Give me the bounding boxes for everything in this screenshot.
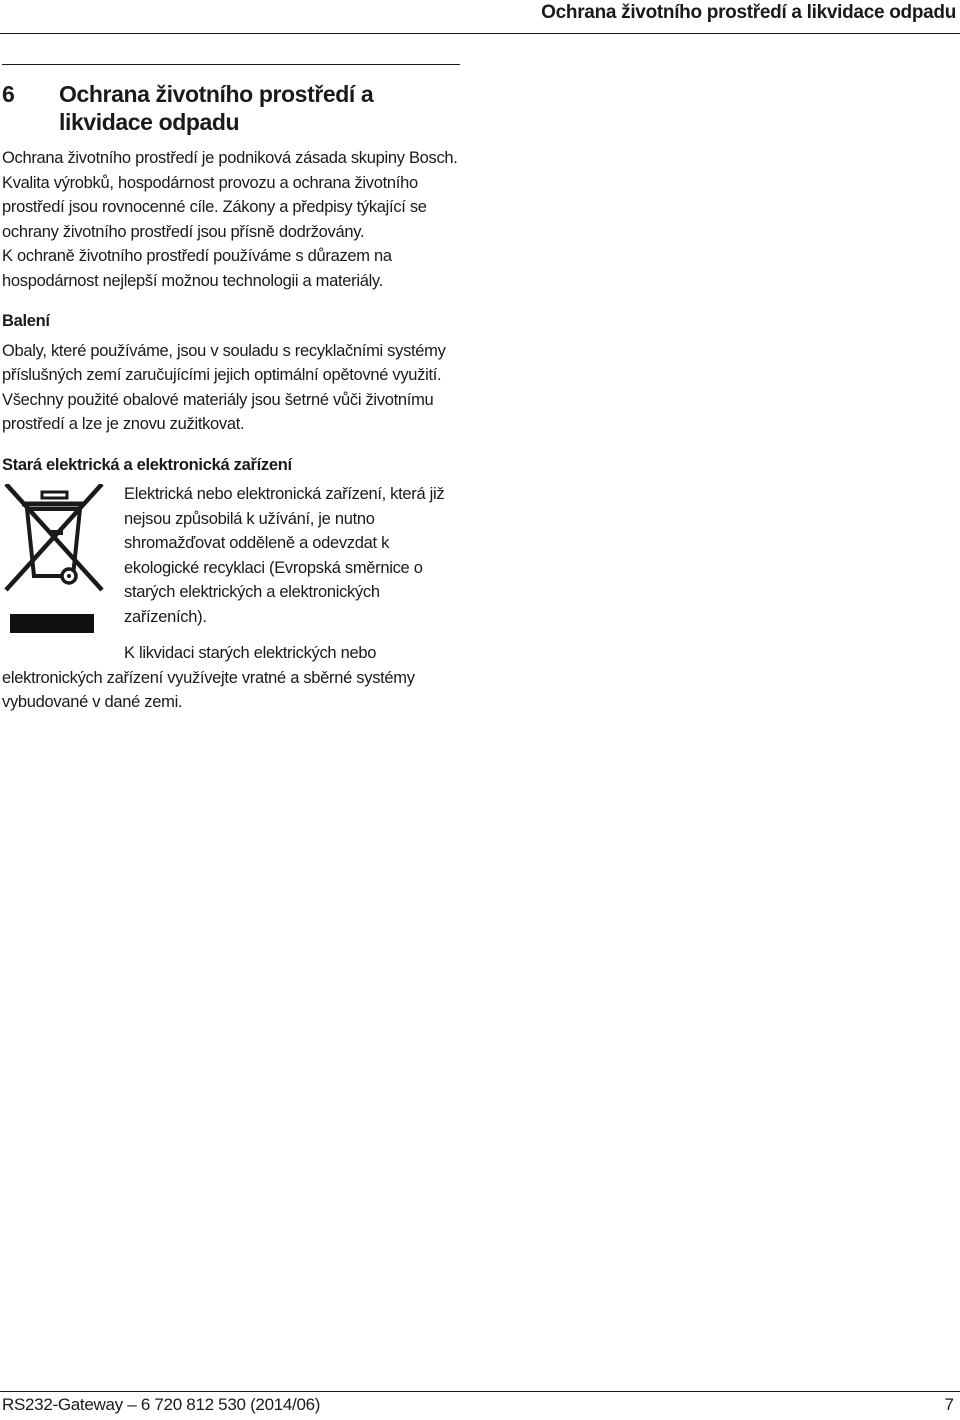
weee-paragraph: Elektrická nebo elektronická zařízení, která již nejsou způsobilá k užívání, je nutno shromažďovat odděleně a odevzdat k ekologické recyklaci (Evropská směrnice o starých elektrických a elektronických zařízeních). [124, 485, 445, 626]
intro-block [2, 146, 462, 293]
packaging-heading: Balení [2, 312, 50, 330]
section-heading [2, 80, 462, 136]
old-devices-heading: Stará elektrická a elektronická zařízení [2, 455, 292, 474]
intro-paragraph: Kvalita výrobků, hospodárnost provozu a ochrana životního prostředí jsou rovnocenné cíle. Zákony a předpisy týkající se ochrany životního prostředí jsou přísně dodržovány. [2, 173, 427, 241]
main-column [2, 64, 462, 715]
crossed-out-wheelie-bin-icon [2, 484, 105, 634]
footer-rule [0, 1391, 960, 1392]
disposal-paragraph: K likvidaci starých elektrických nebo elektronických zařízení využívejte vratné a sběrné systémy vybudované v dané zemi. [2, 644, 415, 711]
footer-page-number: 7 [944, 1395, 954, 1414]
section-number: 6 [2, 81, 15, 107]
running-header-title: Ochrana životního prostředí a likvidace odpadu [541, 2, 956, 23]
header-rule [0, 33, 960, 34]
packaging-paragraph: Obaly, které používáme, jsou v souladu s recyklačními systémy příslušných zemí zaručujícími jejich optimální opětovné využití. Všechny použité obalové materiály jsou šetrné vůči životnímu prostředí a lze je znovu zužitkovat. [2, 341, 446, 433]
section-title: Ochrana životního prostředí a likvidace odpadu [59, 81, 374, 135]
section-rule [2, 64, 460, 65]
intro-paragraph: K ochraně životního prostředí používáme s důrazem na hospodárnost nejlepší možnou technologii a materiály. [2, 247, 392, 290]
footer-document-id: RS232-Gateway – 6 720 812 530 (2014/06) [2, 1395, 321, 1414]
intro-paragraph: Ochrana životního prostředí je podniková zásada skupiny Bosch. [2, 149, 458, 167]
weee-block [2, 482, 462, 632]
